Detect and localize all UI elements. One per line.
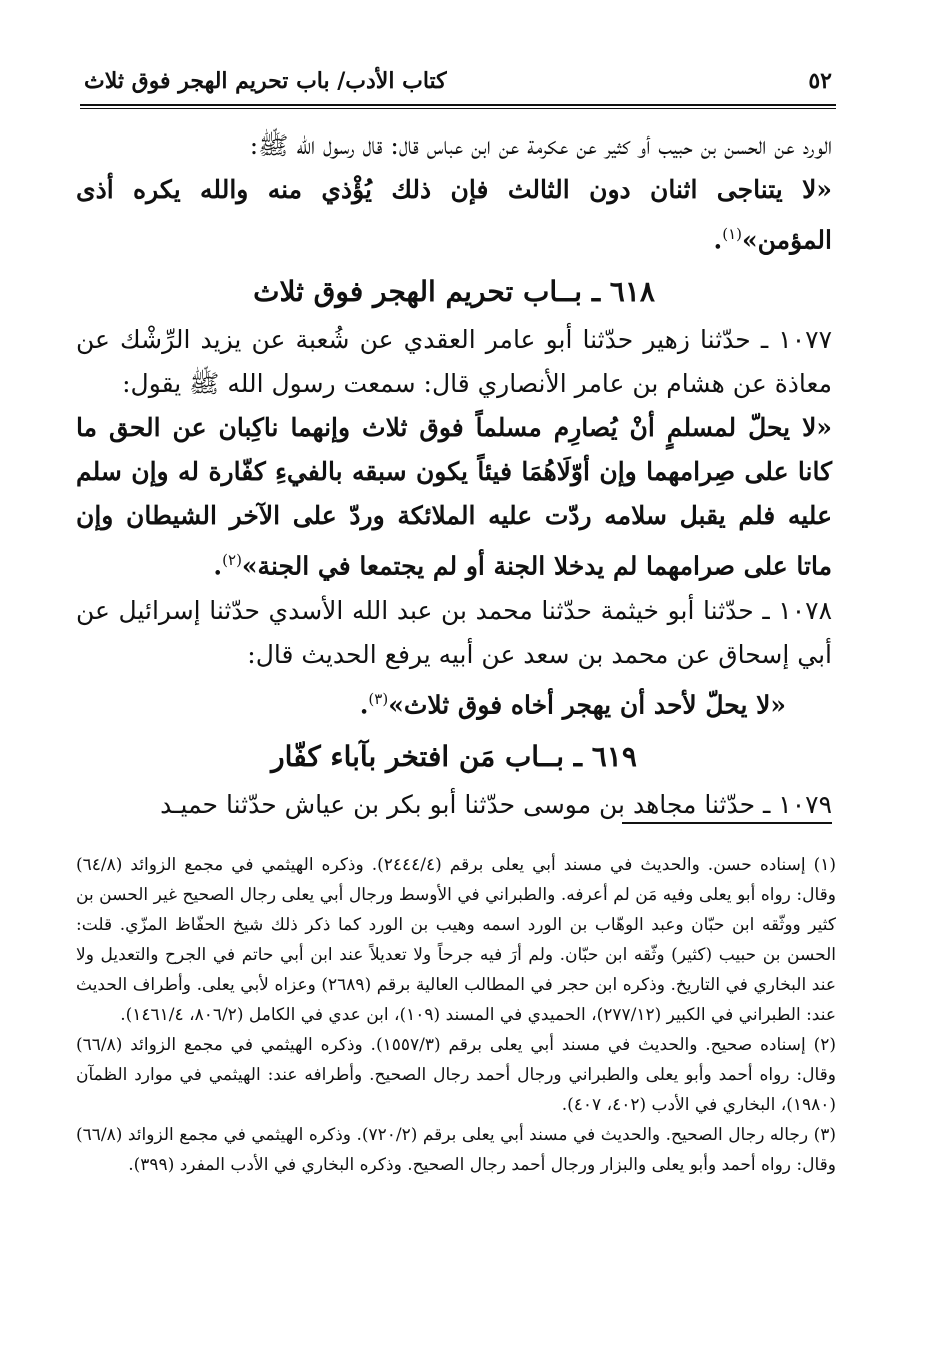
footnote-ref-3: (٣) — [368, 689, 389, 708]
hadith-2-matn: «لا يحلّ لمسلمٍ أنْ يُصارِم مسلماً فوق ثلاث وإنهما ناكِبان عن الحق ما كانا على صِرامهما وإن أوّلَاهُمَا فيئاً يكون سبقه بالفيءِ كفّارة له وإن سلم عليه فلم يقبل سلامه ردّت عليه الملائكة وردّ على الآخر الشيطان وإن ماتا على صرامهما لم يدخلا الجنة أو لم يجتمعا في الجنة» — [76, 413, 832, 581]
footnote-ref-2: (٢) — [222, 551, 242, 570]
main-text — [76, 124, 832, 827]
page-header — [80, 62, 836, 106]
hadith-text-1: «لا يتناجى اثنان دون الثالث فإن ذلك يُؤْذي منه والله يكره أذى المؤمن»$^{(١)}$. — [76, 175, 832, 255]
chapter-heading-619: ٦١٩ ـ بــاب مَن افتخر بآباء كفّار — [271, 739, 637, 773]
footnote-2: (٢) إسناده صحيح. والحديث في مسند أبي يعلى برقم (١٥٥٧/٣). وذكره الهيثمي في مجمع الزوائد (٦٦/٨) وقال: رواه أحمد وأبو يعلى والطبراني ورجال أحمد رجال الصحيح. وأطرافه عند: الهيثمي في موارد الظمآن (١٩٨٠)، البخاري في الأدب (٤٠٢، ٤٠٧). — [76, 1035, 837, 1115]
paragraph-1077-isnad: ١٠٧٧ ـ حدّثنا زهير حدّثنا أبو عامر العقدي عن شُعبة عن يزيد الرِّشْك عن معاذة عن هشام بن عامر الأنصاري قال: سمعت رسول الله ﷺ يقول: — [76, 325, 832, 399]
footnote-1: (١) إسناده حسن. والحديث في مسند أبي يعلى برقم (٢٤٤٤/٤). وذكره الهيثمي في مجمع الزوائد (٦٤/٨) وقال: رواه أبو يعلى وفيه مَن لم أعرفه. والطبراني في الأوسط ورجال أبي يعلى رجال الصحيح غير الحسن بن كثير ووثّقه ابن حبّان وعبد الوهّاب بن الورد اسمه وهيب بن الورد كما ذكر ذلك شيخ الحفّاظ المزّي. قلت: الحسن بن حبيب (كثير) وثّقه ابن حبّان. ولم أرَ فيه جرحاً ولا تعديلاً عند ابن أبي حاتم في الجرح والتعديل ولا عند البخاري في التاريخ. وذكره ابن حجر في المطالب العالية برقم (٢٦٨٩) وعزاه لأبي يعلى. وأطراف الحديث عند: الطبراني في الكبير (٢٧٧/١٢)، الحميدي في المسند (١٠٩)، ابن عدي في الكامل (٨٠٦/٢، ١٤٦١/٤). — [76, 855, 836, 1025]
header-divider — [80, 104, 836, 109]
running-title: كتاب الأدب/ باب تحريم الهجر فوق ثلاث — [84, 68, 447, 94]
footnotes-section — [76, 850, 836, 1180]
hadith-3-matn: «لا يحلّ لأحد أن يهجر أخاه فوق ثلاث» — [388, 689, 786, 719]
page-number: ٥٢ — [808, 68, 832, 94]
paragraph-1079-isnad: ١٠٧٩ ـ حدّثنا مجاهد بن موسى حدّثنا أبو بكر بن عياش حدّثنا حميـد — [160, 789, 832, 819]
footnote-ref-1: (١) — [722, 225, 743, 243]
chapter-heading-618: ٦١٨ ـ بــاب تحريم الهجر فوق ثلاث — [253, 275, 655, 309]
footnote-3: (٣) رجاله رجال الصحيح. والحديث في مسند أبي يعلى برقم (٧٢٠/٢). وذكره الهيثمي في مجمع الزوائد (٦٦/٨) وقال: رواه أحمد وأبو يعلى والبزار ورجال أحمد رجال الصحيح. وذكره البخاري في الأدب المفرد (٣٩٩). — [76, 1125, 836, 1175]
hadith-1-matn: «لا يتناجى اثنان دون الثالث فإن ذلك يُؤْذي منه والله يكره أذى المؤمن» — [76, 175, 832, 255]
paragraph-1078-isnad: ١٠٧٨ ـ حدّثنا أبو خيثمة حدّثنا محمد بن عبد الله الأسدي حدّثنا إسرائيل عن أبي إسحاق عن محمد بن سعد عن أبيه يرفع الحديث قال: — [76, 595, 832, 669]
hadith-text-2: «لا يحلّ لمسلمٍ أنْ يُصارِم مسلماً فوق ثلاث وإنهما ناكِبان عن الحق ما كانا على صِرامهما وإن أوّلَاهُمَا فيئاً يكون سبقه بالفيءِ كفّارة له وإن سلم عليه فلم يقبل سلامه ردّت عليه الملائكة وردّ على الآخر الشيطان وإن ماتا على صرامهما لم يدخلا الجنة أو لم يجتمعا في الجنة»$^{(٢)}$. — [76, 413, 832, 581]
paragraph-isnad-continuation: الورد عن الحسن بن حبيب أو كثير عن عكرمة عن ابن عباس قال: قال رسول الله ﷺ: — [249, 131, 832, 160]
footnote-separator — [622, 822, 832, 824]
hadith-text-3: «لا يحلّ لأحد أن يهجر أخاه فوق ثلاث»$^{(٣)}$. — [359, 689, 786, 719]
